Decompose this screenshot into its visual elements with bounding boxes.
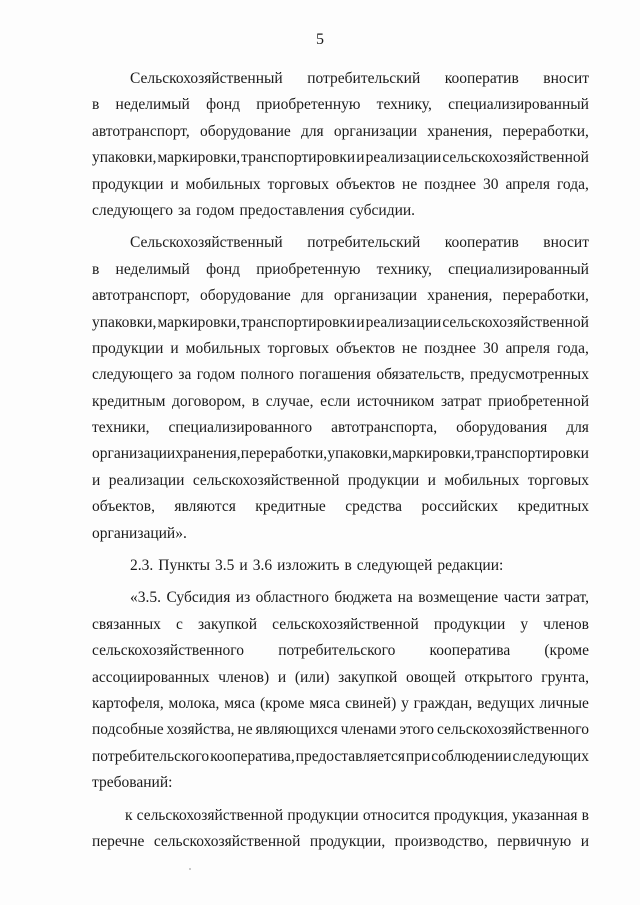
document-body bbox=[92, 66, 589, 855]
text-line: «3.5. Субсидия из областного бюджета на возмещение части затрат, bbox=[130, 589, 589, 607]
text-line: следующего за годом предоставления субсидии. bbox=[92, 201, 416, 219]
text-line: связанных с закупкой сельскохозяйственной продукции у членов bbox=[92, 615, 589, 633]
text-line: организации хранения, переработки, упаковки, маркировки, транспортировки bbox=[92, 445, 589, 463]
text-line: организаций». bbox=[92, 524, 187, 542]
text-line: автотранспорт, оборудование для организации хранения, переработки, bbox=[92, 122, 589, 140]
scan-artifact bbox=[189, 868, 191, 870]
text-line: потребительского кооператива, предоставляется при соблюдении следующих bbox=[92, 747, 589, 765]
page-number: 5 bbox=[316, 31, 324, 48]
text-line: продукции и мобильных торговых объектов не позднее 30 апреля года, bbox=[92, 339, 589, 357]
text-line: продукции и мобильных торговых объектов не позднее 30 апреля года, bbox=[92, 175, 589, 193]
text-line: упаковки, маркировки, транспортировки и реализации сельскохозяйственной bbox=[92, 149, 589, 167]
text-line: в неделимый фонд приобретенную технику, специализированный bbox=[92, 96, 589, 114]
paragraph bbox=[92, 585, 589, 796]
text-line: и реализации сельскохозяйственной продукции и мобильных торговых bbox=[92, 471, 589, 489]
text-line: кредитным договором, в случае, если источником затрат приобретенной bbox=[92, 392, 589, 410]
paragraph bbox=[92, 230, 589, 547]
paragraph bbox=[92, 553, 589, 579]
text-line: упаковки, маркировки, транспортировки и реализации сельскохозяйственной bbox=[92, 313, 589, 331]
text-line: автотранспорт, оборудование для организации хранения, переработки, bbox=[92, 287, 589, 305]
text-line: в неделимый фонд приобретенную технику, специализированный bbox=[92, 260, 589, 278]
text-line: сельскохозяйственного потребительского кооператива (кроме bbox=[92, 642, 589, 660]
text-line: 2.3. Пункты 3.5 и 3.6 изложить в следующей редакции: bbox=[130, 557, 504, 575]
text-line: Сельскохозяйственный потребительский кооператив вносит bbox=[130, 234, 589, 252]
text-line: картофеля, молока, мяса (кроме мяса свиней) у граждан, ведущих личные bbox=[92, 694, 589, 712]
paragraph bbox=[92, 803, 589, 856]
text-line: следующего за годом полного погашения обязательств, предусмотренных bbox=[92, 366, 589, 384]
text-line: техники, специализированного автотранспорта, оборудования для bbox=[92, 419, 589, 437]
text-line: требований: bbox=[92, 774, 173, 792]
text-line: Сельскохозяйственный потребительский кооператив вносит bbox=[130, 70, 589, 87]
text-line: подсобные хозяйства, не являющихся членами этого сельскохозяйственного bbox=[92, 721, 589, 739]
text-line: перечне сельскохозяйственной продукции, производство, первичную и bbox=[92, 832, 589, 850]
text-line: ассоциированных членов) и (или) закупкой овощей открытого грунта, bbox=[92, 668, 589, 686]
paragraph bbox=[92, 66, 589, 224]
text-line: объектов, являются кредитные средства российских кредитных bbox=[92, 498, 589, 516]
text-line: к сельскохозяйственной продукции относится продукция, указанная в bbox=[125, 806, 589, 824]
